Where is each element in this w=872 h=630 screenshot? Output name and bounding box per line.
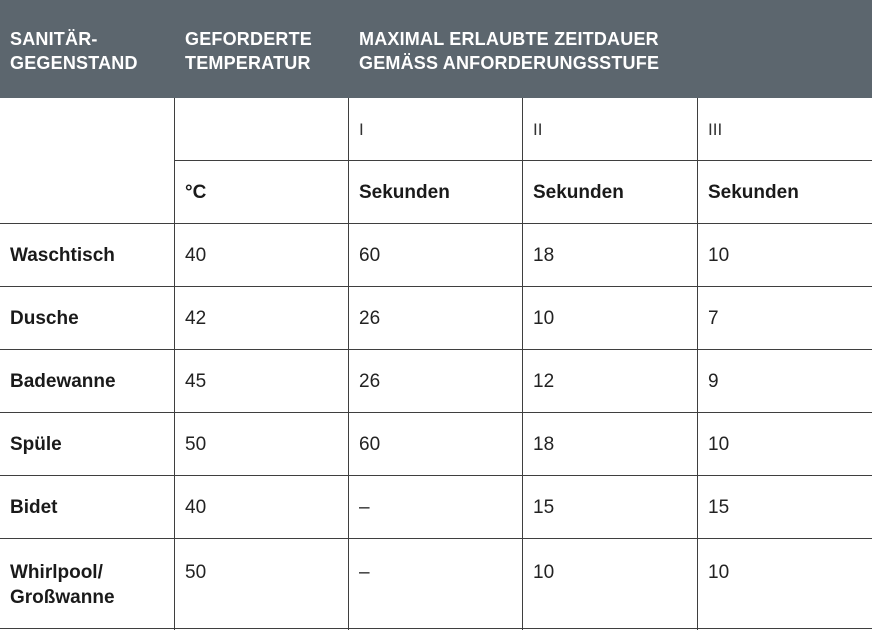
- table-cell: –: [359, 562, 370, 583]
- grid-line: [0, 223, 872, 224]
- grid-line: [174, 160, 872, 161]
- unit-label: Sekunden: [708, 182, 799, 203]
- table-cell: 60: [359, 434, 381, 455]
- table-cell: 50: [185, 434, 207, 455]
- header-temperatur: GEFORDERTE TEMPERATUR: [185, 29, 313, 73]
- table-cell: 10: [708, 562, 730, 583]
- grid-line: [0, 538, 872, 539]
- grid-line: [348, 98, 349, 630]
- table-cell: –: [359, 497, 370, 518]
- table-cell: 15: [708, 497, 730, 518]
- row-label: Spüle: [10, 434, 62, 455]
- header-sanitaergegenstand: SANITÄR- GEGENSTAND: [10, 29, 138, 73]
- row-label: Badewanne: [10, 371, 116, 392]
- grid-line: [174, 98, 175, 630]
- table-cell: 26: [359, 371, 381, 392]
- table-cell: 40: [185, 245, 207, 266]
- row-label: Bidet: [10, 497, 58, 518]
- table-cell: 42: [185, 308, 207, 329]
- table-cell: 10: [708, 434, 730, 455]
- table-header: [0, 0, 872, 98]
- grid-line: [0, 628, 872, 629]
- table-cell: 15: [533, 497, 555, 518]
- grid-line: [0, 286, 872, 287]
- table-cell: 18: [533, 245, 555, 266]
- unit-label: Sekunden: [533, 182, 624, 203]
- grid-line: [0, 349, 872, 350]
- level-label: I: [359, 120, 364, 139]
- table-cell: 7: [708, 308, 719, 329]
- table-cell: 10: [533, 562, 555, 583]
- table-cell: 50: [185, 562, 207, 583]
- table-cell: 40: [185, 497, 207, 518]
- table-cell: 18: [533, 434, 555, 455]
- level-label: II: [533, 120, 543, 139]
- table-cell: 45: [185, 371, 207, 392]
- row-label: Whirlpool/ Großwanne: [10, 562, 115, 608]
- table-cell: 10: [533, 308, 555, 329]
- unit-label: Sekunden: [359, 182, 450, 203]
- row-label: Waschtisch: [10, 245, 115, 266]
- unit-label: °C: [185, 182, 207, 203]
- table-cell: 26: [359, 308, 381, 329]
- table-cell: 12: [533, 371, 555, 392]
- level-label: III: [708, 120, 723, 139]
- grid-line: [0, 412, 872, 413]
- table-cell: 10: [708, 245, 730, 266]
- header-zeitdauer: MAXIMAL ERLAUBTE ZEITDAUER GEMÄSS ANFORDERUNGSSTUFE: [359, 29, 660, 73]
- row-label: Dusche: [10, 308, 79, 329]
- grid-line: [0, 475, 872, 476]
- grid-line: [522, 98, 523, 630]
- table-cell: 9: [708, 371, 719, 392]
- table-cell: 60: [359, 245, 381, 266]
- grid-line: [697, 98, 698, 630]
